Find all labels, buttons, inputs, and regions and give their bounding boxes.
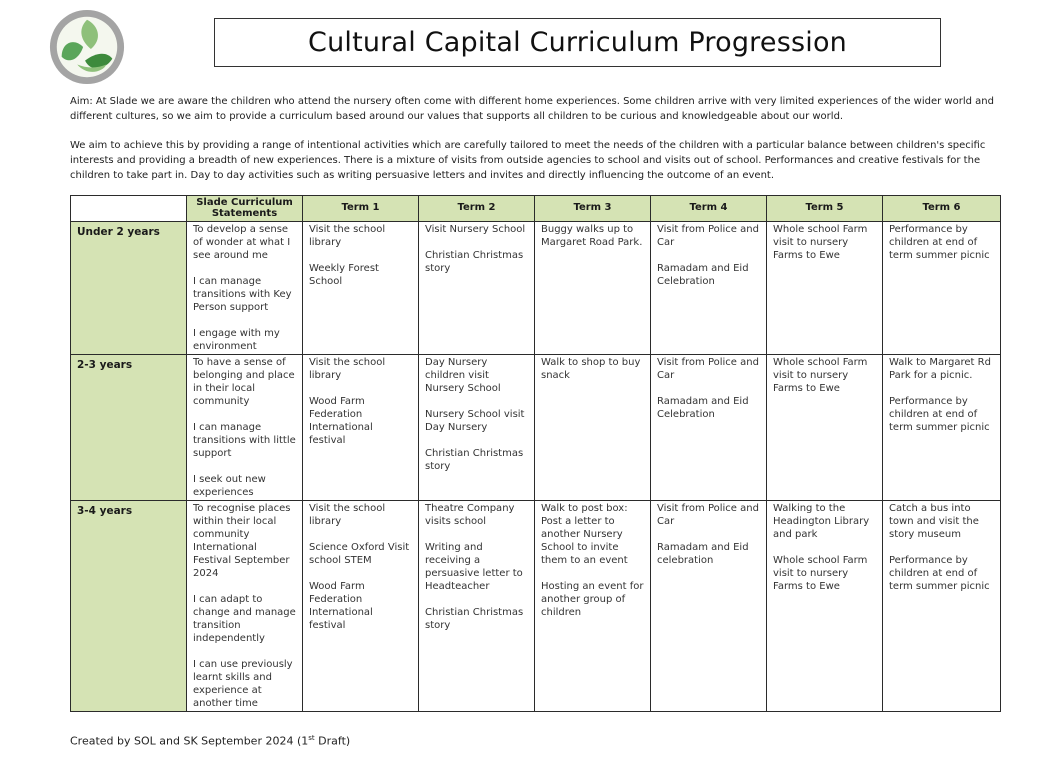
table-row xyxy=(71,355,1001,501)
table-header-row xyxy=(71,196,1001,222)
header-term-3: Term 3 xyxy=(535,196,651,222)
term-cell: Walk to shop to buy snack xyxy=(535,355,651,501)
aim-paragraph: Aim: At Slade we are aware the children who attend the nursery often come with different home experiences. Some children arrive with very limited experiences of the wider world and different cultures, so we aim to provide a curriculum based around our values that supports all children to be curious and knowledgeable about our world. xyxy=(70,96,994,122)
age-label: 2-3 years xyxy=(71,355,187,501)
curriculum-table xyxy=(70,195,1001,712)
term-cell: Visit from Police and Car Ramadam and Eid celebration xyxy=(651,501,767,712)
header-term-1: Term 1 xyxy=(303,196,419,222)
term-cell: Visit from Police and Car Ramadam and Eid Celebration xyxy=(651,355,767,501)
header-statements: Slade Curriculum Statements xyxy=(187,196,303,222)
page-title-box xyxy=(214,18,941,67)
term-cell: Catch a bus into town and visit the story museum Performance by children at end of term summer picnic xyxy=(883,501,1001,712)
approach-paragraph: We aim to achieve this by providing a range of intentional activities which are carefully tailored to meet the needs of the children with a particular balance between children's specific interests and providing a breadth of new experiences. There is a mixture of visits from outside agencies to school and visits out of school. Performances and creative festivals for the children to take part in. Day to day activities such as writing persuasive letters and invites and directly influencing the outcome of an event. xyxy=(70,140,986,181)
term-cell: Whole school Farm visit to nursery Farms to Ewe xyxy=(767,222,883,355)
footer-text: Created by SOL and SK September 2024 (1 xyxy=(70,734,309,748)
header-term-6: Term 6 xyxy=(883,196,1001,222)
statement-cell: To recognise places within their local community International Festival September 2024 I can adapt to change and manage transition independently I can use previously learnt skills and experience at another time xyxy=(187,501,303,712)
header-term-5: Term 5 xyxy=(767,196,883,222)
term-cell: Buggy walks up to Margaret Road Park. xyxy=(535,222,651,355)
term-cell: Visit the school library Weekly Forest School xyxy=(303,222,419,355)
statement-cell: To have a sense of belonging and place in their local community I can manage transitions with little support I seek out new experiences xyxy=(187,355,303,501)
term-cell: Visit from Police and Car Ramadam and Eid Celebration xyxy=(651,222,767,355)
term-cell: Theatre Company visits school Writing and receiving a persuasive letter to Headteacher Christian Christmas story xyxy=(419,501,535,712)
school-logo-icon xyxy=(48,8,126,86)
footer-suffix: Draft) xyxy=(314,734,351,748)
footer-note xyxy=(70,734,350,748)
footer-superscript: st xyxy=(308,734,315,742)
term-cell: Visit the school library Wood Farm Federation International festival xyxy=(303,355,419,501)
age-label: Under 2 years xyxy=(71,222,187,355)
term-cell: Performance by children at end of term summer picnic xyxy=(883,222,1001,355)
term-cell: Whole school Farm visit to nursery Farms to Ewe xyxy=(767,355,883,501)
page-title: Cultural Capital Curriculum Progression xyxy=(308,27,847,58)
table-row xyxy=(71,501,1001,712)
term-cell: Walking to the Headington Library and park Whole school Farm visit to nursery Farms to Ewe xyxy=(767,501,883,712)
header-term-4: Term 4 xyxy=(651,196,767,222)
header-corner xyxy=(71,196,187,222)
statement-cell: To develop a sense of wonder at what I see around me I can manage transitions with Key Person support I engage with my environment xyxy=(187,222,303,355)
term-cell: Visit the school library Science Oxford Visit school STEM Wood Farm Federation International festival xyxy=(303,501,419,712)
term-cell: Day Nursery children visit Nursery School Nursery School visit Day Nursery Christian Christmas story xyxy=(419,355,535,501)
age-label: 3-4 years xyxy=(71,501,187,712)
term-cell: Walk to post box: Post a letter to another Nursery School to invite them to an event Hosting an event for another group of children xyxy=(535,501,651,712)
table-row xyxy=(71,222,1001,355)
term-cell: Visit Nursery School Christian Christmas story xyxy=(419,222,535,355)
header-term-2: Term 2 xyxy=(419,196,535,222)
term-cell: Walk to Margaret Rd Park for a picnic. Performance by children at end of term summer picnic xyxy=(883,355,1001,501)
